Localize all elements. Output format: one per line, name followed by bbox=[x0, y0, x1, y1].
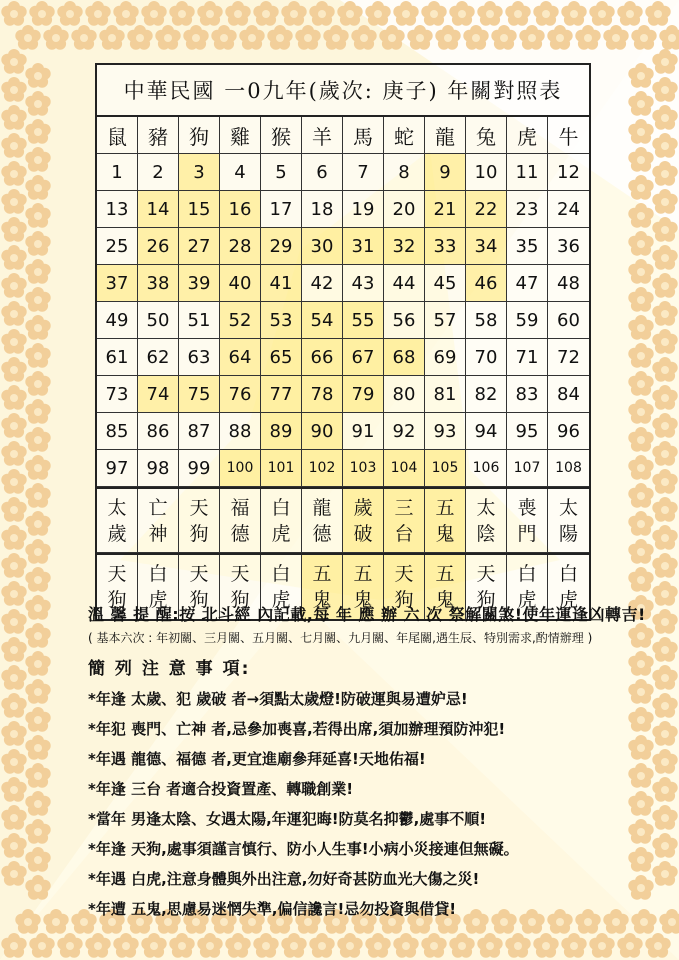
god-char: 五 bbox=[353, 563, 373, 585]
god-cell bbox=[220, 489, 261, 553]
god-char: 太 bbox=[107, 496, 127, 519]
zodiac-header-cell: 狗 bbox=[179, 117, 220, 154]
god-char: 三 bbox=[394, 496, 414, 519]
age-cell: 40 bbox=[220, 265, 261, 302]
god-cell bbox=[507, 489, 548, 553]
age-cell: 21 bbox=[425, 191, 466, 228]
notes-section-title: 簡 列 注 意 事 項: bbox=[88, 659, 251, 679]
age-cell: 50 bbox=[138, 302, 179, 339]
age-cell: 37 bbox=[97, 265, 138, 302]
god-char: 鬼 bbox=[435, 589, 455, 611]
age-cell: 68 bbox=[384, 339, 425, 376]
age-cell: 51 bbox=[179, 302, 220, 339]
age-cell: 29 bbox=[261, 228, 302, 265]
notes-headline: 溫 馨 提 醒:按 北斗經 內記載,每 年 應 辦 六 次 祭解關煞!使年運逢凶轉吉! bbox=[88, 605, 646, 624]
god-char: 龍 bbox=[312, 496, 332, 519]
age-cell: 5 bbox=[261, 154, 302, 191]
age-cell: 7 bbox=[343, 154, 384, 191]
god-cell bbox=[384, 489, 425, 553]
age-cell: 1 bbox=[97, 154, 138, 191]
age-cell: 28 bbox=[220, 228, 261, 265]
age-cell: 106 bbox=[466, 450, 507, 487]
god-cell bbox=[425, 489, 466, 553]
age-cell: 8 bbox=[384, 154, 425, 191]
zodiac-header-cell: 鼠 bbox=[97, 117, 138, 154]
age-cell: 32 bbox=[384, 228, 425, 265]
age-cell: 43 bbox=[343, 265, 384, 302]
zodiac-header-row bbox=[97, 117, 589, 154]
god-cell bbox=[97, 489, 138, 553]
god-char: 天 bbox=[476, 563, 496, 585]
god-char: 亡 bbox=[148, 496, 168, 519]
age-cell: 42 bbox=[302, 265, 343, 302]
note-item: *當年 男逢太陰、女遇太陽,年運犯晦!防莫名抑鬱,處事不順! bbox=[88, 810, 487, 828]
age-cell: 18 bbox=[302, 191, 343, 228]
age-cell: 94 bbox=[466, 413, 507, 450]
age-cell: 52 bbox=[220, 302, 261, 339]
note-item: *年遇 龍德、福德 者,更宜進廟參拜延喜!天地佑福! bbox=[88, 750, 426, 768]
god-char: 白 bbox=[271, 563, 291, 585]
age-cell: 27 bbox=[179, 228, 220, 265]
note-item: *年逢 太歲、犯 歲破 者→須點太歲燈!防破運與易遭妒忌! bbox=[88, 690, 468, 708]
age-cell: 6 bbox=[302, 154, 343, 191]
god-char: 虎 bbox=[271, 589, 291, 611]
god-char: 天 bbox=[107, 563, 127, 585]
zodiac-header-cell: 馬 bbox=[343, 117, 384, 154]
god-char: 德 bbox=[230, 522, 250, 545]
age-cell: 64 bbox=[220, 339, 261, 376]
god-char: 五 bbox=[312, 563, 332, 585]
note-item: *年遇 白虎,注意身體與外出注意,勿好奇甚防血光大傷之災! bbox=[88, 870, 480, 888]
note-item: *年逢 三台 者適合投資置產、轉職創業! bbox=[88, 780, 354, 798]
age-cell: 89 bbox=[261, 413, 302, 450]
age-cell: 48 bbox=[548, 265, 589, 302]
god-char: 歲 bbox=[107, 522, 127, 545]
age-cell: 83 bbox=[507, 376, 548, 413]
gods-row-1 bbox=[97, 487, 589, 553]
year-pass-table bbox=[95, 63, 591, 621]
god-char: 五 bbox=[435, 563, 455, 585]
god-char: 太 bbox=[558, 496, 578, 519]
age-cell: 108 bbox=[548, 450, 589, 487]
notes-section bbox=[88, 602, 648, 919]
god-char: 福 bbox=[230, 496, 250, 519]
god-char: 天 bbox=[230, 563, 250, 585]
age-cell: 54 bbox=[302, 302, 343, 339]
age-cell: 80 bbox=[384, 376, 425, 413]
zodiac-header-cell: 龍 bbox=[425, 117, 466, 154]
age-cell: 82 bbox=[466, 376, 507, 413]
god-char: 歲 bbox=[353, 496, 373, 519]
age-grid bbox=[97, 154, 589, 487]
age-cell: 65 bbox=[261, 339, 302, 376]
note-item: *年犯 喪門、亡神 者,忌參加喪喜,若得出席,須加辦理預防沖犯! bbox=[88, 720, 506, 738]
age-cell: 4 bbox=[220, 154, 261, 191]
note-item: *年遭 五鬼,思慮易迷惘失準,偏信讒言!忌勿投資與借貸! bbox=[88, 900, 457, 918]
age-cell: 45 bbox=[425, 265, 466, 302]
age-cell: 93 bbox=[425, 413, 466, 450]
age-cell: 71 bbox=[507, 339, 548, 376]
age-cell: 88 bbox=[220, 413, 261, 450]
god-char: 狗 bbox=[476, 589, 496, 611]
age-cell: 101 bbox=[261, 450, 302, 487]
god-cell bbox=[466, 489, 507, 553]
god-char: 鬼 bbox=[435, 522, 455, 545]
age-cell: 9 bbox=[425, 154, 466, 191]
god-char: 狗 bbox=[189, 522, 209, 545]
age-cell: 69 bbox=[425, 339, 466, 376]
age-cell: 79 bbox=[343, 376, 384, 413]
age-cell: 36 bbox=[548, 228, 589, 265]
age-cell: 99 bbox=[179, 450, 220, 487]
age-cell: 61 bbox=[97, 339, 138, 376]
age-cell: 62 bbox=[138, 339, 179, 376]
age-cell: 34 bbox=[466, 228, 507, 265]
age-cell: 100 bbox=[220, 450, 261, 487]
age-cell: 96 bbox=[548, 413, 589, 450]
age-cell: 30 bbox=[302, 228, 343, 265]
zodiac-header-cell: 雞 bbox=[220, 117, 261, 154]
god-char: 太 bbox=[476, 496, 496, 519]
god-char: 虎 bbox=[271, 522, 291, 545]
age-cell: 59 bbox=[507, 302, 548, 339]
notes-subline: ( 基本六次 : 年初關、三月關、五月關、七月關、九月關、年尾關,遇生辰、特別需求,酌情辦理 ) bbox=[88, 631, 593, 645]
age-cell: 15 bbox=[179, 191, 220, 228]
age-cell: 13 bbox=[97, 191, 138, 228]
god-cell bbox=[179, 489, 220, 553]
god-char: 狗 bbox=[107, 589, 127, 611]
god-cell bbox=[138, 489, 179, 553]
age-cell: 67 bbox=[343, 339, 384, 376]
age-cell: 66 bbox=[302, 339, 343, 376]
age-cell: 31 bbox=[343, 228, 384, 265]
age-cell: 25 bbox=[97, 228, 138, 265]
god-cell bbox=[343, 489, 384, 553]
age-cell: 11 bbox=[507, 154, 548, 191]
god-char: 神 bbox=[148, 522, 168, 545]
age-cell: 12 bbox=[548, 154, 589, 191]
note-item: *年逢 天狗,處事須謹言慎行、防小人生事!小病小災接連但無礙。 bbox=[88, 840, 519, 858]
age-cell: 58 bbox=[466, 302, 507, 339]
god-cell bbox=[548, 489, 589, 553]
age-cell: 87 bbox=[179, 413, 220, 450]
age-cell: 60 bbox=[548, 302, 589, 339]
god-char: 狗 bbox=[394, 589, 414, 611]
age-cell: 49 bbox=[97, 302, 138, 339]
zodiac-header-cell: 蛇 bbox=[384, 117, 425, 154]
god-char: 白 bbox=[558, 563, 578, 585]
age-cell: 35 bbox=[507, 228, 548, 265]
age-cell: 63 bbox=[179, 339, 220, 376]
age-cell: 86 bbox=[138, 413, 179, 450]
age-cell: 92 bbox=[384, 413, 425, 450]
god-char: 陰 bbox=[476, 522, 496, 545]
age-cell: 57 bbox=[425, 302, 466, 339]
age-cell: 102 bbox=[302, 450, 343, 487]
age-cell: 46 bbox=[466, 265, 507, 302]
age-cell: 47 bbox=[507, 265, 548, 302]
god-char: 五 bbox=[435, 496, 455, 519]
god-char: 鬼 bbox=[312, 589, 332, 611]
age-cell: 56 bbox=[384, 302, 425, 339]
age-cell: 3 bbox=[179, 154, 220, 191]
age-cell: 26 bbox=[138, 228, 179, 265]
god-char: 天 bbox=[394, 563, 414, 585]
age-cell: 78 bbox=[302, 376, 343, 413]
god-char: 狗 bbox=[189, 589, 209, 611]
age-cell: 16 bbox=[220, 191, 261, 228]
table-title: 中華民國 一0九年(歲次: 庚子) 年關對照表 bbox=[97, 65, 589, 117]
god-char: 鬼 bbox=[353, 589, 373, 611]
age-cell: 38 bbox=[138, 265, 179, 302]
god-char: 台 bbox=[394, 522, 414, 545]
age-cell: 107 bbox=[507, 450, 548, 487]
god-cell bbox=[261, 489, 302, 553]
age-cell: 105 bbox=[425, 450, 466, 487]
age-cell: 73 bbox=[97, 376, 138, 413]
god-char: 白 bbox=[148, 563, 168, 585]
age-cell: 20 bbox=[384, 191, 425, 228]
age-cell: 33 bbox=[425, 228, 466, 265]
age-cell: 75 bbox=[179, 376, 220, 413]
zodiac-header-cell: 虎 bbox=[507, 117, 548, 154]
age-cell: 39 bbox=[179, 265, 220, 302]
zodiac-header-cell: 猴 bbox=[261, 117, 302, 154]
age-cell: 22 bbox=[466, 191, 507, 228]
age-cell: 53 bbox=[261, 302, 302, 339]
god-char: 白 bbox=[271, 496, 291, 519]
age-cell: 74 bbox=[138, 376, 179, 413]
zodiac-header-cell: 羊 bbox=[302, 117, 343, 154]
age-cell: 24 bbox=[548, 191, 589, 228]
age-cell: 77 bbox=[261, 376, 302, 413]
age-cell: 23 bbox=[507, 191, 548, 228]
age-cell: 2 bbox=[138, 154, 179, 191]
age-cell: 97 bbox=[97, 450, 138, 487]
god-char: 虎 bbox=[148, 589, 168, 611]
age-cell: 70 bbox=[466, 339, 507, 376]
god-char: 破 bbox=[353, 522, 373, 545]
god-char: 德 bbox=[312, 522, 332, 545]
age-cell: 41 bbox=[261, 265, 302, 302]
age-cell: 85 bbox=[97, 413, 138, 450]
notes-list bbox=[88, 688, 648, 919]
god-cell bbox=[302, 489, 343, 553]
age-cell: 44 bbox=[384, 265, 425, 302]
god-char: 喪 bbox=[517, 496, 537, 519]
god-char: 陽 bbox=[558, 522, 578, 545]
age-cell: 17 bbox=[261, 191, 302, 228]
god-char: 虎 bbox=[558, 589, 578, 611]
age-cell: 81 bbox=[425, 376, 466, 413]
age-cell: 19 bbox=[343, 191, 384, 228]
age-cell: 10 bbox=[466, 154, 507, 191]
god-char: 天 bbox=[189, 496, 209, 519]
age-cell: 55 bbox=[343, 302, 384, 339]
zodiac-header-cell: 兔 bbox=[466, 117, 507, 154]
age-cell: 91 bbox=[343, 413, 384, 450]
age-cell: 84 bbox=[548, 376, 589, 413]
zodiac-header-cell: 豬 bbox=[138, 117, 179, 154]
age-cell: 98 bbox=[138, 450, 179, 487]
age-cell: 90 bbox=[302, 413, 343, 450]
age-cell: 14 bbox=[138, 191, 179, 228]
god-char: 狗 bbox=[230, 589, 250, 611]
zodiac-header-cell: 牛 bbox=[548, 117, 589, 154]
age-cell: 104 bbox=[384, 450, 425, 487]
god-char: 白 bbox=[517, 563, 537, 585]
age-cell: 103 bbox=[343, 450, 384, 487]
age-cell: 72 bbox=[548, 339, 589, 376]
god-char: 天 bbox=[189, 563, 209, 585]
god-char: 虎 bbox=[517, 589, 537, 611]
age-cell: 95 bbox=[507, 413, 548, 450]
age-cell: 76 bbox=[220, 376, 261, 413]
god-char: 門 bbox=[517, 522, 537, 545]
